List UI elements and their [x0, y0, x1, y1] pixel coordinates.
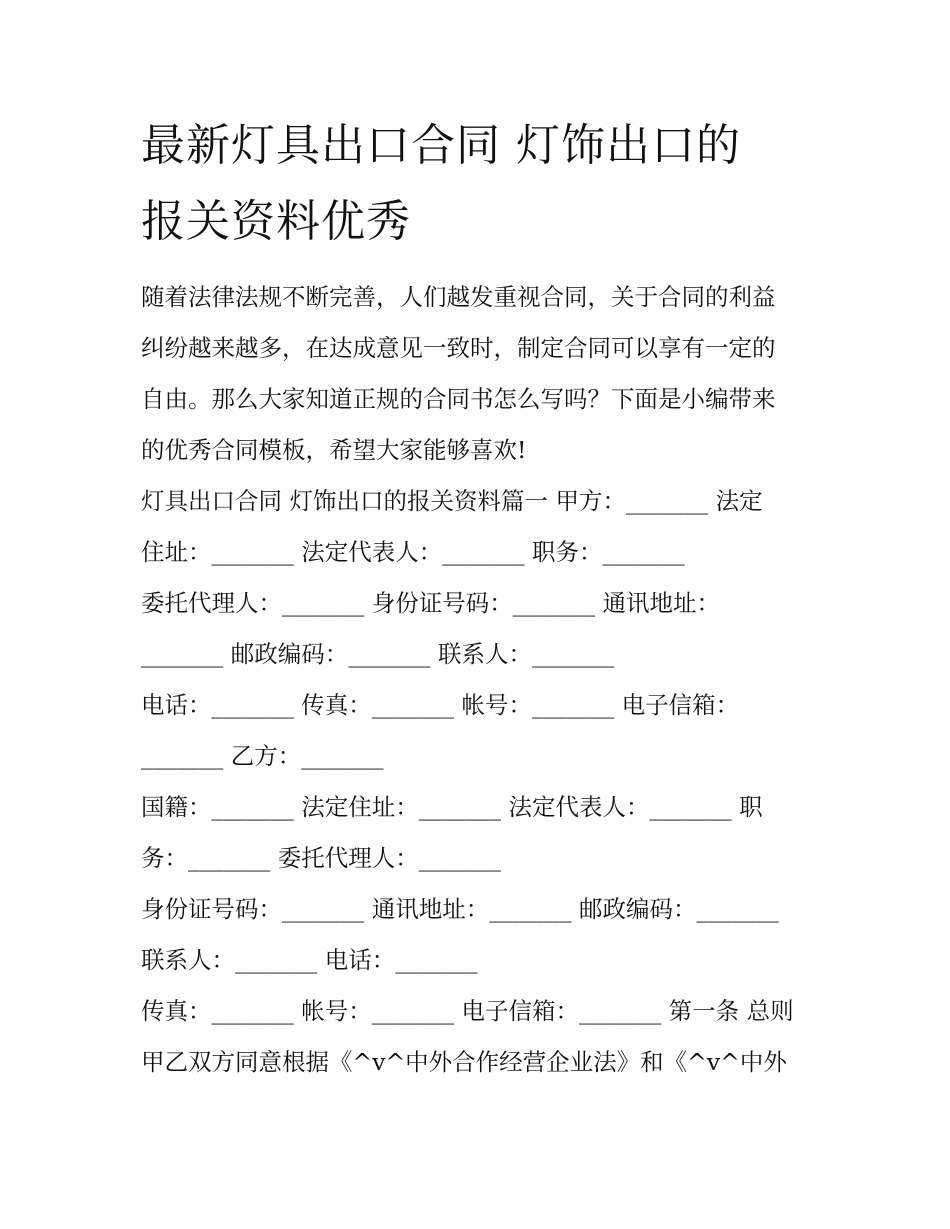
document-body — [141, 272, 821, 1088]
title-line-2: 报关资料优秀 — [141, 196, 411, 247]
body-line-15: 传真：_______ 帐号：_______ 电子信箱：_______ 第一条 总则 — [141, 997, 794, 1025]
body-line-1: 随着法律法规不断完善，人们越发重视合同，关于合同的利益 — [141, 283, 776, 311]
body-line-14: 联系人：_______ 电话：_______ — [141, 946, 478, 974]
body-line-6: 住址：_______ 法定代表人：_______ 职务：_______ — [141, 538, 685, 566]
body-line-16: 甲乙双方同意根据《^v^中外合作经营企业法》和《^v^中外 — [141, 1048, 787, 1076]
body-line-5: 灯具出口合同 灯饰出口的报关资料篇一 甲方：_______ 法定 — [141, 487, 763, 515]
body-line-12: 务：_______ 委托代理人：_______ — [141, 844, 501, 872]
body-line-2: 纠纷越来越多，在达成意见一致时，制定合同可以享有一定的 — [141, 334, 776, 362]
body-line-7: 委托代理人：_______ 身份证号码：_______ 通讯地址： — [141, 589, 720, 617]
body-line-11: 国籍：_______ 法定住址：_______ 法定代表人：_______ 职 — [141, 793, 763, 821]
body-line-9: 电话：_______ 传真：_______ 帐号：_______ 电子信箱： — [141, 691, 740, 719]
body-line-13: 身份证号码：_______ 通讯地址：_______ 邮政编码：_______ — [141, 895, 779, 923]
body-line-10: _______ 乙方：_______ — [141, 742, 384, 770]
body-line-3: 自由。那么大家知道正规的合同书怎么写吗？下面是小编带来 — [141, 385, 776, 413]
body-line-4: 的优秀合同模板，希望大家能够喜欢! — [141, 436, 527, 464]
title-line-1: 最新灯具出口合同 灯饰出口的 — [141, 120, 741, 171]
body-line-8: _______ 邮政编码：_______ 联系人：_______ — [141, 640, 615, 668]
document-page — [141, 108, 821, 1088]
document-title — [141, 108, 821, 260]
